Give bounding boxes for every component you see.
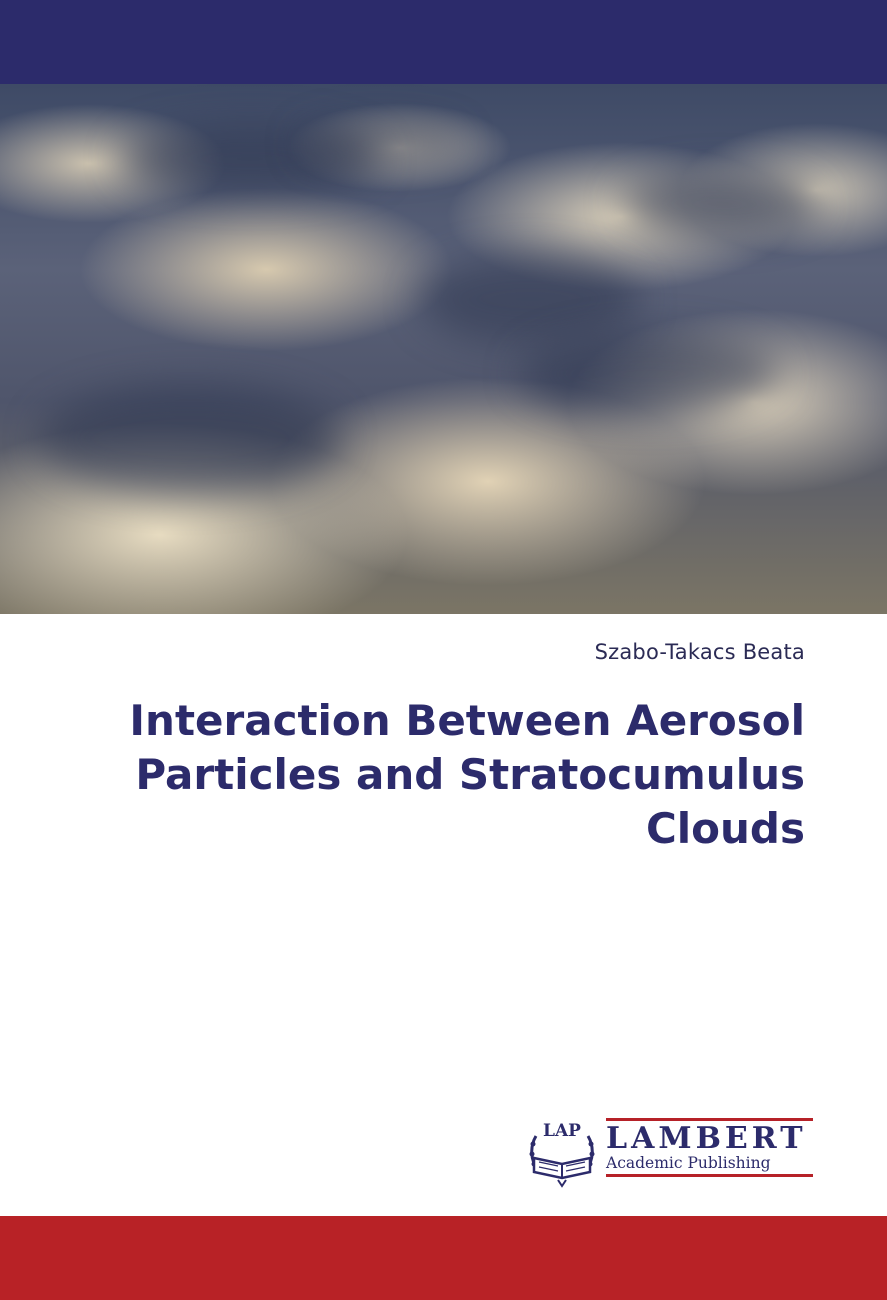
author-name: Szabo-Takacs Beata — [594, 640, 805, 664]
publisher-name: LAMBERT — [606, 1121, 807, 1156]
book-title — [45, 694, 805, 856]
emblem-text: LAP — [543, 1121, 581, 1141]
open-book-icon — [524, 1114, 600, 1188]
logo-rule-bottom — [606, 1174, 813, 1177]
publisher-logo — [524, 1114, 816, 1188]
cover-photo-clouds — [0, 84, 887, 614]
title-line: Particles and Stratocumulus — [135, 750, 805, 799]
title-line: Interaction Between Aerosol — [129, 696, 805, 745]
title-line: Clouds — [645, 804, 805, 853]
top-color-band — [0, 0, 887, 84]
bottom-color-band — [0, 1216, 887, 1300]
publisher-subtitle: Academic Publishing — [606, 1154, 771, 1172]
